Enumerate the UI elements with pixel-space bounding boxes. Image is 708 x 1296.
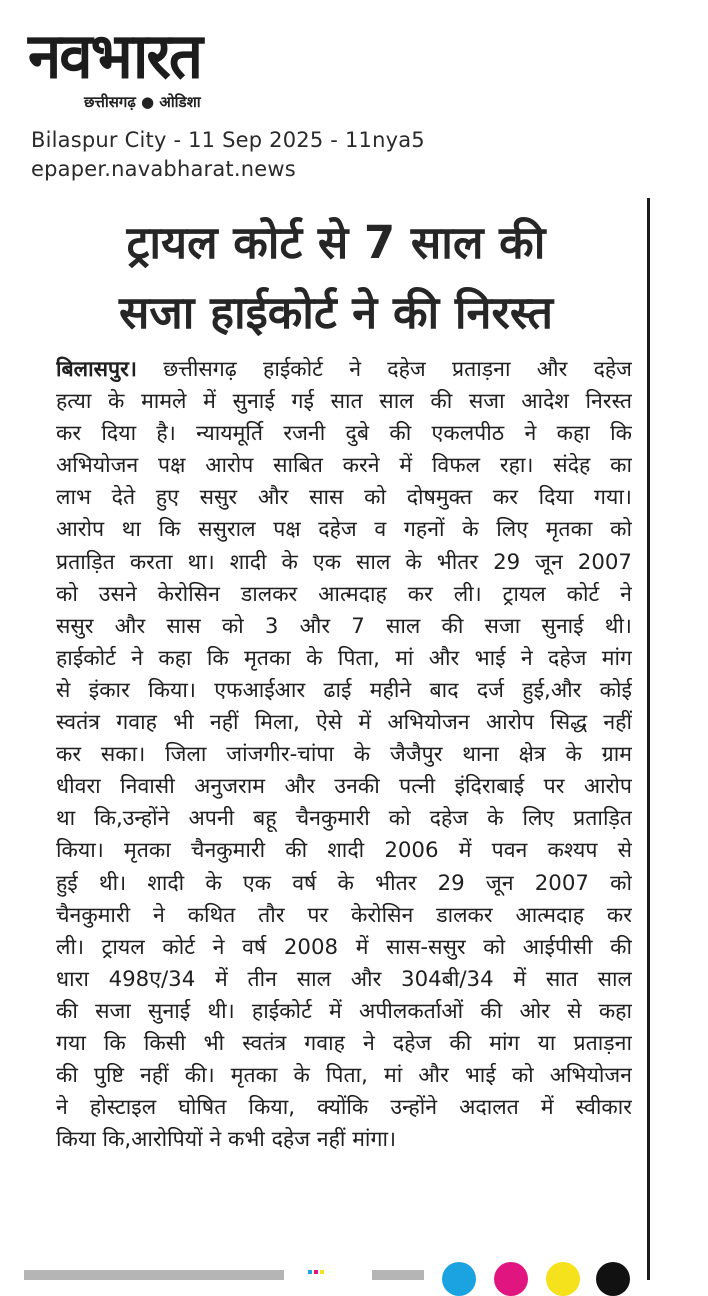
article-line (56, 1060, 632, 1092)
color-pixel (314, 1270, 318, 1274)
article-line (56, 1028, 632, 1060)
color-pixel (308, 1270, 312, 1274)
edition-label: छत्तीसगढ़ ● ओडिशा (84, 93, 201, 111)
article-line-text: हत्या के मामले में सुनाई गई सात साल की सजा आदेश निरस्त (56, 389, 632, 415)
article-line-text: गया कि किसी भी स्वतंत्र गवाह ने दहेज की मांग या प्रताड़ना (56, 1030, 632, 1056)
article-line-text: लाभ देते हुए ससुर और सास को दोषमुक्त कर दिया गया। (56, 485, 632, 511)
masthead (28, 20, 318, 111)
cyan-registration-dot (442, 1262, 476, 1296)
column-rule (647, 198, 650, 1280)
article-line-text: ली। ट्रायल कोर्ट ने वर्ष 2008 में सास-ससुर को आईपीसी की (56, 934, 632, 960)
article-line (56, 418, 632, 450)
headline-line-1: ट्रायल कोर्ट से 7 साल की (126, 216, 546, 269)
article-line-text: छत्तीसगढ़ हाईकोर्ट ने दहेज प्रताड़ना और दहेज (136, 357, 632, 382)
article-line-text: था कि,उन्होंने अपनी बहू चैनकुमारी को दहेज के लिए प्रताड़ित (56, 806, 632, 832)
article-line-text: किया। मृतका चैनकुमारी की शादी 2006 में पवन कश्यप से (56, 838, 632, 864)
article-line-text: धारा 498ए/34 में तीन साल और 304बी/34 में सात साल (56, 966, 632, 992)
article-line (56, 354, 632, 386)
article-line-text: आरोप था कि ससुराल पक्ष दहेज व गहनों के लिए मृतका को (56, 517, 632, 543)
article-line (56, 547, 632, 579)
article-line-text: कर सका। जिला जांजगीर-चांपा के जैजैपुर थाना क्षेत्र के ग्राम (56, 742, 632, 768)
article-line-text: धीवरा निवासी अनुजराम और उनकी पत्नी इंदिराबाई पर आरोप (56, 774, 632, 800)
article-line (56, 1124, 632, 1156)
article-line-text: अभियोजन पक्ष आरोप साबित करने में विफल रहा। संदेह का (56, 453, 632, 479)
article-line-text: की पुष्टि नहीं की। मृतका के पिता, मां और भाई को अभियोजन (56, 1063, 632, 1089)
article-line (56, 386, 632, 418)
article-line (56, 803, 632, 835)
article-line (56, 996, 632, 1028)
article-line (56, 1092, 632, 1124)
article-line (56, 707, 632, 739)
article-line (56, 739, 632, 771)
article-line (56, 450, 632, 482)
epaper-url: epaper.navabharat.news (31, 157, 296, 181)
article-line-text: ससुर और सास को 3 और 7 साल की सजा सुनाई थी। (56, 613, 632, 639)
article-line-text: कर दिया है। न्यायमूर्ति रजनी दुबे की एकलपीठ ने कहा कि (56, 421, 632, 447)
headline-line-2: सजा हाईकोर्ट ने की निरस्त (118, 286, 554, 339)
article-line-text: को उसने केरोसिन डालकर आत्मदाह कर ली। ट्रायल कोर्ट ने (56, 581, 632, 607)
article-line (56, 579, 632, 611)
article-line (56, 611, 632, 643)
article-line-text: चैनकुमारी ने कथित तौर पर केरोसिन डालकर आत्मदाह कर (56, 902, 632, 928)
article-line-text: हुई थी। शादी के एक वर्ष के भीतर 29 जून 2007 को (56, 870, 632, 896)
article-line (56, 900, 632, 932)
dateline: बिलासपुर। (56, 357, 137, 382)
color-pixel (320, 1270, 324, 1274)
print-registration-strip (0, 1262, 708, 1280)
article-line (56, 835, 632, 867)
article-line (56, 932, 632, 964)
article-line (56, 675, 632, 707)
article-headline (30, 208, 642, 348)
article-line (56, 514, 632, 546)
gray-bar (372, 1270, 424, 1280)
article-line (56, 868, 632, 900)
article-line (56, 964, 632, 996)
article-line (56, 643, 632, 675)
article-line-text: से इंकार किया। एफआईआर ढाई महीने बाद दर्ज हुई,और कोई (56, 677, 632, 703)
yellow-registration-dot (546, 1262, 580, 1296)
issue-info: Bilaspur City - 11 Sep 2025 - 11nya5 (31, 128, 425, 152)
article-line (56, 771, 632, 803)
gray-bar (24, 1270, 284, 1280)
article-line (56, 482, 632, 514)
article-line-text: ने होस्टाइल घोषित किया, क्योंकि उन्होंने अदालत में स्वीकार (56, 1095, 632, 1121)
article-line-text: हाईकोर्ट ने कहा कि मृतका के पिता, मां और भाई ने दहेज मांग (56, 645, 632, 671)
black-registration-dot (596, 1262, 630, 1296)
article-line-text: की सजा सुनाई थी। हाईकोर्ट में अपीलकर्ताओं की ओर से कहा (56, 998, 632, 1024)
newspaper-logo: नवभारत (28, 20, 202, 94)
article-line-text: स्वतंत्र गवाह भी नहीं मिला, ऐसे में अभियोजन आरोप सिद्ध नहीं (56, 710, 632, 736)
article-line-text: किया कि,आरोपियों ने कभी दहेज नहीं मांगा। (56, 1127, 397, 1153)
magenta-registration-dot (494, 1262, 528, 1296)
article-line-text: प्रताड़ित करता था। शादी के एक साल के भीतर 29 जून 2007 (56, 549, 632, 575)
article-body (56, 354, 632, 1156)
